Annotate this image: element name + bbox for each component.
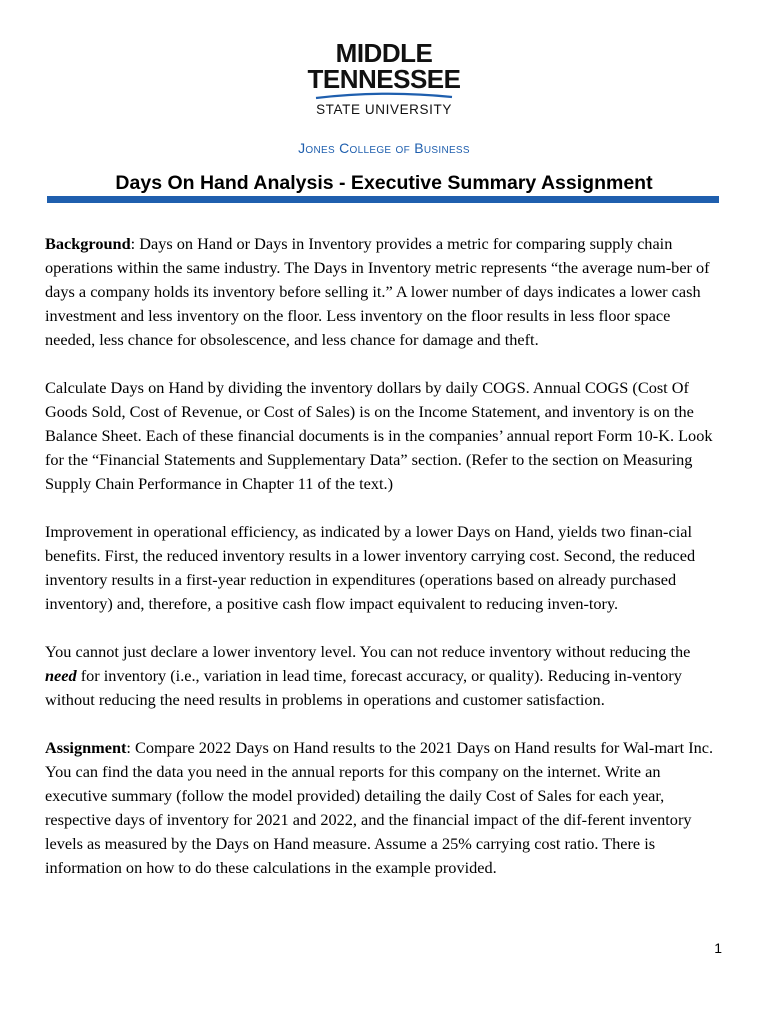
background-label: Background xyxy=(45,234,131,253)
document-title: Days On Hand Analysis - Executive Summary Assignment xyxy=(115,172,653,194)
assignment-label: Assignment xyxy=(45,738,127,757)
logo-line-tennessee: TENNESSEE xyxy=(307,64,461,94)
assignment-text: : Compare 2022 Days on Hand results to the 2021 Days on Hand results for Wal-mart Inc. You can find the data you need in the annual reports for this company on the internet. Write an executive summary (follow the model provided) detailing the daily Cost of Sales for each year, respective days of inventory for 2021 and 2022, and the financial impact of the dif-ferent inventory levels as measured by the Days on Hand measure. Assume a 25% carrying cost ratio. There is information on how to do these calculations in the example provided. xyxy=(45,738,714,877)
logo-line-state-university: STATE UNIVERSITY xyxy=(316,102,452,117)
paragraph-assignment xyxy=(45,736,723,880)
title-rule-divider xyxy=(47,196,719,203)
document-body xyxy=(45,232,723,904)
background-text: : Days on Hand or Days in Inventory provides a metric for comparing supply chain operations within the same industry. The Days in Inventory metric represents “the average num-ber of days a company holds its inventory before selling it.” A lower number of days indicates a lower cash investment and less inventory on the floor. Less inventory on the floor results in less floor space needed, less chance for obsolescence, and less chance for damage and theft. xyxy=(45,234,710,349)
paragraph-calculation: Calculate Days on Hand by dividing the inventory dollars by daily COGS. Annual COGS (Cost Of Goods Sold, Cost of Revenue, or Cost of Sales) is on the Income Statement, and inventory is on the Balance Sheet. Each of these financial documents is in the companies’ annual report Form 10-K. Look for the “Financial Statements and Supplementary Data” section. (Refer to the section on Measuring Supply Chain Performance in Chapter 11 of the text.) xyxy=(45,378,713,493)
need-text-before: You cannot just declare a lower inventory level. You can not reduce inventory without reducing the xyxy=(45,642,691,661)
need-emphasis: need xyxy=(45,666,77,685)
college-name: Jones College of Business xyxy=(298,140,470,156)
paragraph-background xyxy=(45,232,723,352)
paragraph-need xyxy=(45,640,723,712)
paragraph-improvement: Improvement in operational efficiency, as indicated by a lower Days on Hand, yields two finan-cial benefits. First, the reduced inventory results in a lower inventory carrying cost. Second, the reduced inventory results in a first-year reduction in expenditures (operations based on already purchased inventory) and, therefore, a positive cash flow impact equivalent to reducing inven-tory. xyxy=(45,522,696,613)
logo-line-middle: MIDDLE xyxy=(335,38,433,68)
mtsu-logo xyxy=(0,40,768,117)
need-text-after: for inventory (i.e., variation in lead time, forecast accuracy, or quality). Reducing in-ventory without reducing the need results in problems in operations and customer satisfaction. xyxy=(45,666,682,709)
page-number: 1 xyxy=(714,940,722,956)
